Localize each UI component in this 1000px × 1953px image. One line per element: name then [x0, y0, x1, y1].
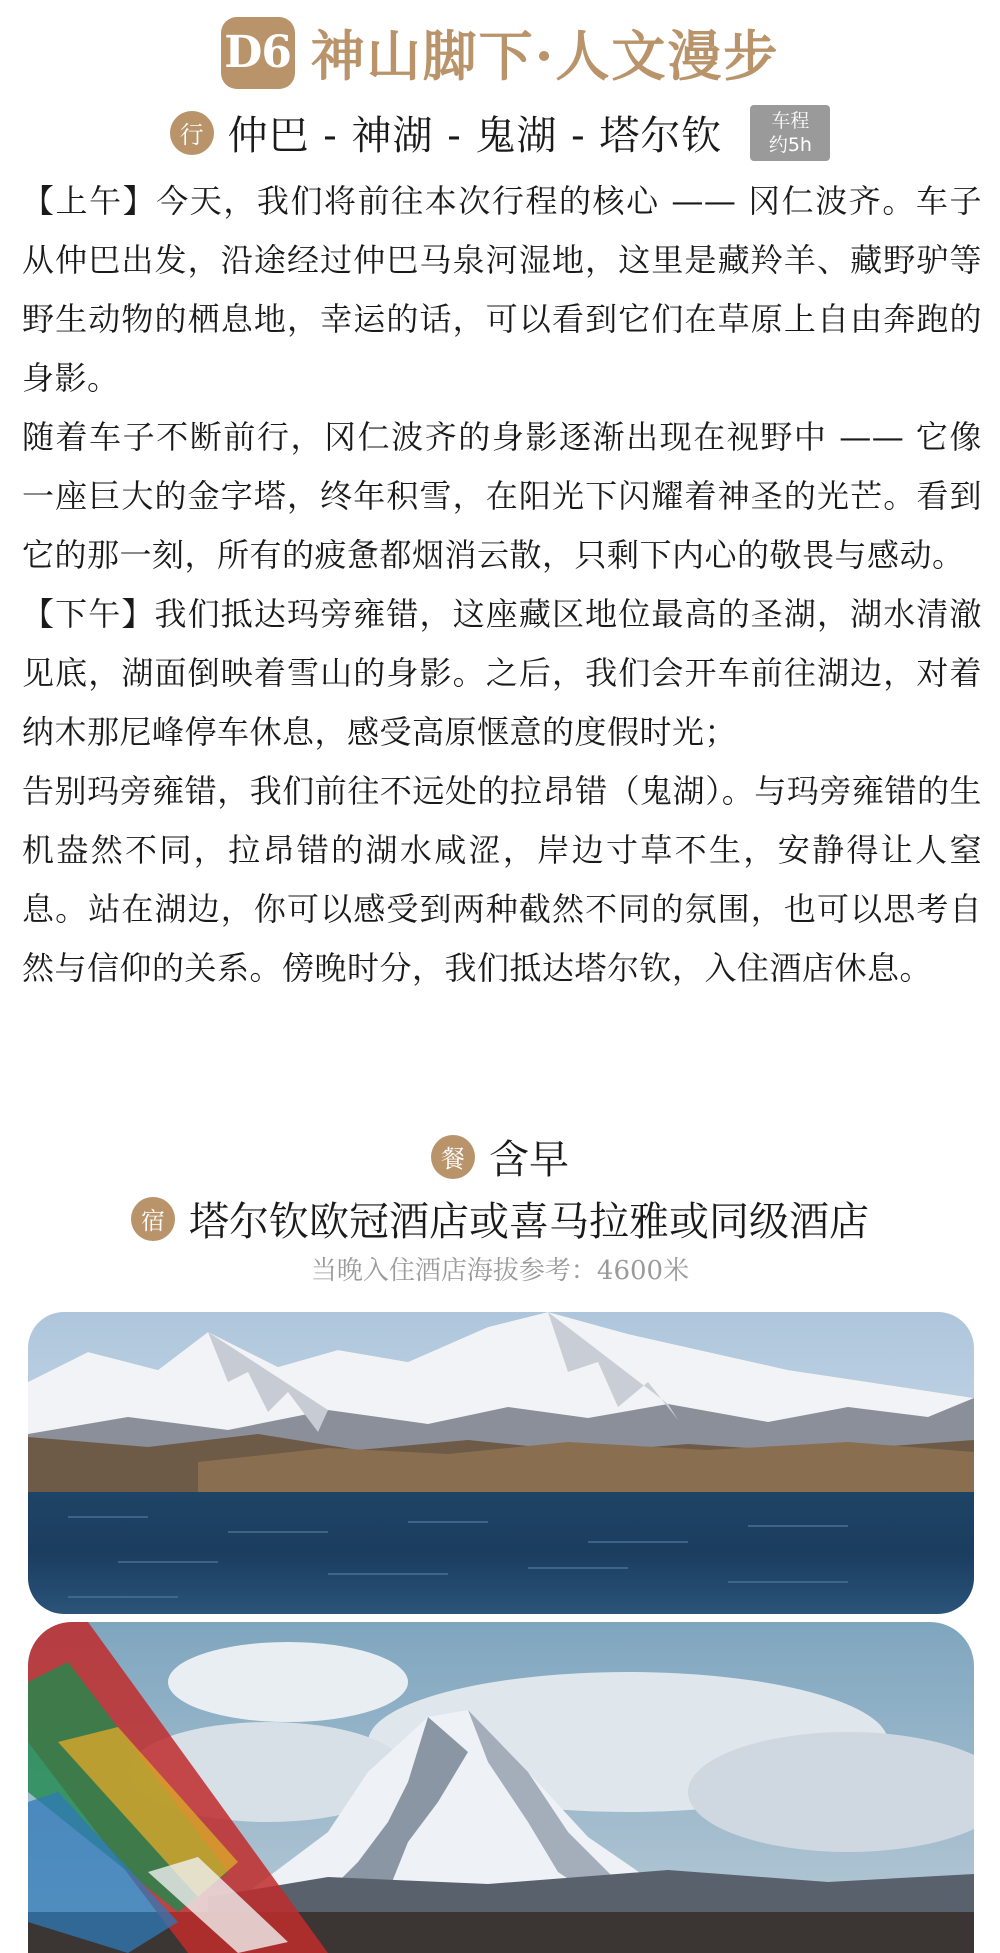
route-row — [0, 104, 1000, 161]
day-title: 神山脚下·人文漫步 — [310, 24, 780, 88]
paragraph-morning: 【上午】今天，我们将前往本次行程的核心 —— 冈仁波齐。车子从仲巴出发，沿途经过仲巴马泉河湿地，这里是藏羚羊、藏野驴等野生动物的栖息地，幸运的话，可以看到它们在草原上自由奔跑的身影。 — [22, 182, 982, 397]
kailash-prayer-flags-photo — [28, 1622, 974, 1953]
paragraph-kailash: 随着车子不断前行，冈仁波齐的身影逐渐出现在视野中 —— 它像一座巨大的金字塔，终年积雪，在阳光下闪耀着神圣的光芒。看到它的那一刻，所有的疲惫都烟消云散，只剩下内心的敬畏与感动。 — [22, 418, 982, 574]
route-icon: 行 — [170, 111, 214, 155]
route-text: 仲巴 - 神湖 - 鬼湖 - 塔尔钦 — [227, 113, 723, 159]
day-header — [0, 14, 1000, 91]
hotel-icon: 宿 — [131, 1197, 175, 1241]
lake-mountain-photo — [28, 1312, 974, 1614]
paragraph-afternoon: 【下午】我们抵达玛旁雍错，这座藏区地位最高的圣湖，湖水清澈见底，湖面倒映着雪山的身影。之后，我们会开车前往湖边，对着纳木那尼峰停车休息，感受高原惬意的度假时光； — [22, 595, 982, 751]
drive-time-value: 约5h — [768, 133, 812, 156]
hotel-row — [0, 1190, 1000, 1247]
paragraph-ghost-lake: 告别玛旁雍错，我们前往不远处的拉昂错（鬼湖）。与玛旁雍错的生机盎然不同，拉昂错的湖水咸涩，岸边寸草不生，安静得让人窒息。站在湖边，你可以感受到两种截然不同的氛围，也可以思考自然与信仰的关系。傍晚时分，我们抵达塔尔钦，入住酒店休息。 — [22, 772, 982, 987]
meal-row — [0, 1128, 1000, 1185]
altitude-note: 当晚入住酒店海拔参考：4600米 — [310, 1256, 690, 1286]
meal-text: 含早 — [489, 1137, 569, 1183]
drive-time-label: 车程 — [771, 109, 810, 132]
hotel-text: 塔尔钦欧冠酒店或喜马拉雅或同级酒店 — [189, 1199, 869, 1245]
meal-icon: 餐 — [431, 1135, 475, 1179]
day-badge: D6 — [221, 17, 295, 89]
itinerary-description — [22, 172, 982, 998]
drive-time-badge — [750, 105, 830, 161]
